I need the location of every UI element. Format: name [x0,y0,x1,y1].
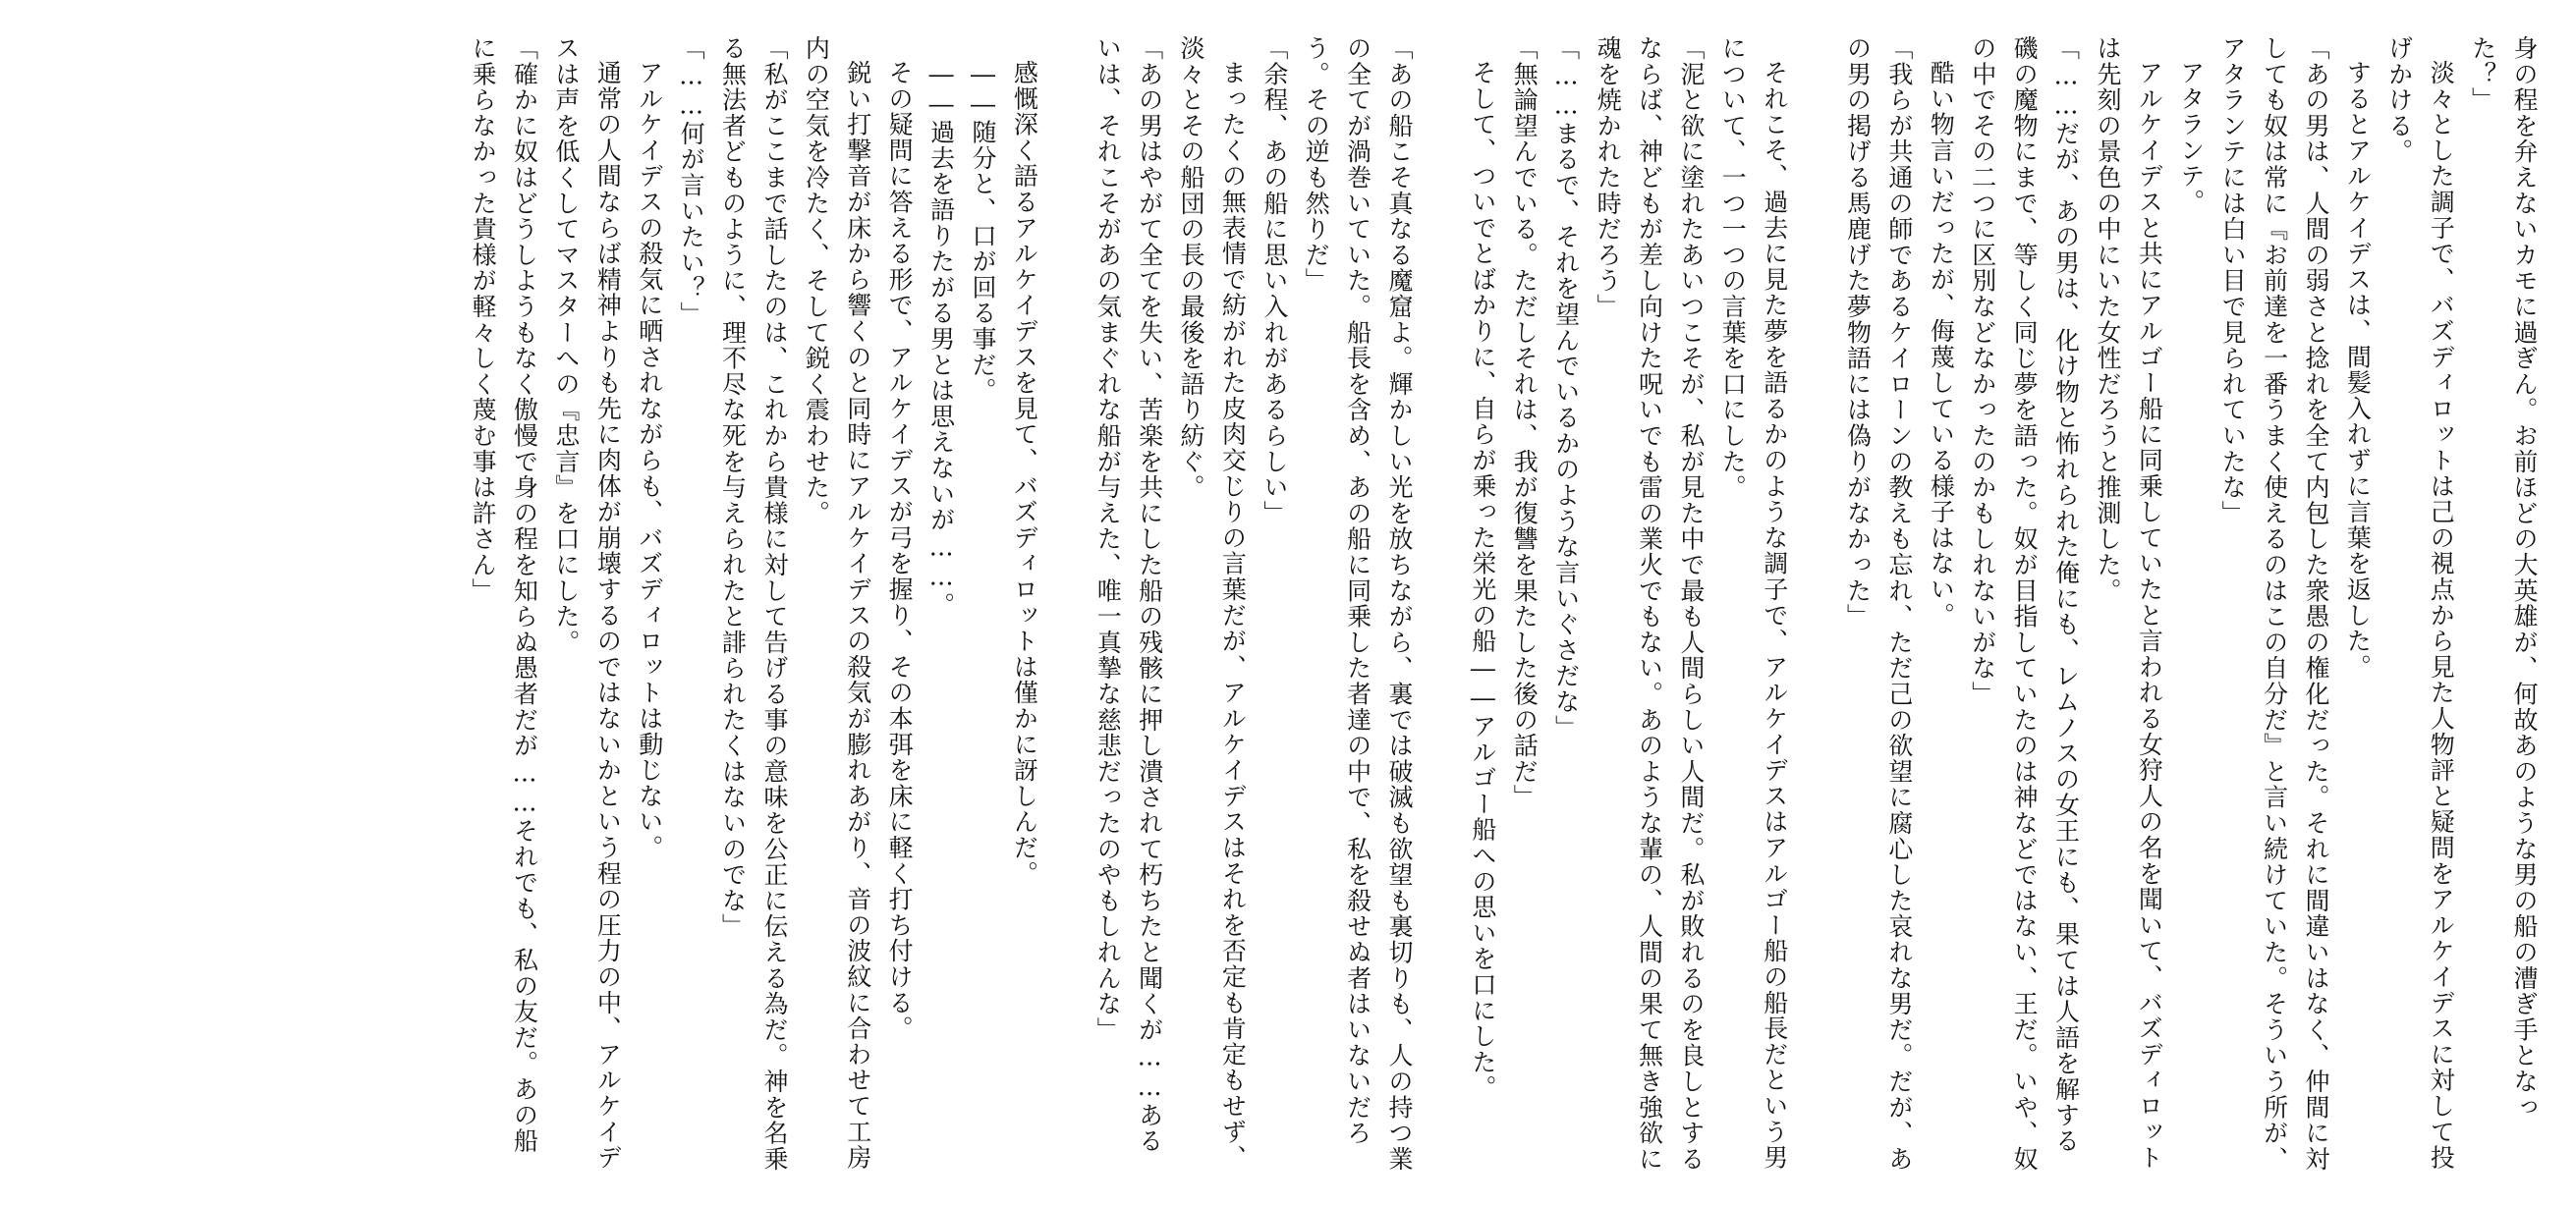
dialogue-paragraph: 「あの船こそ真なる魔窟よ。輝かしい光を放ちながら、裏では破滅も欲望も裏切りも、人の持つ業の全てが渦巻いていた。船長を含め、あの船に同乗した者達の中で、私を殺せぬ者はいないだろう。その逆も然りだ」 [1302,35,1415,1173]
paragraph: 酷い物言いだったが、侮蔑している様子はない。 [1927,60,1956,629]
dialogue-paragraph: 「無論望んでいる。ただしそれは、我が復讐を果たした後の話だ」 [1510,35,1540,810]
dialogue-paragraph: 「……何が言いたい？」 [677,35,706,328]
paragraph: 通常の人間ならば精神よりも先に肉体が崩壊するのではないかという程の圧力の中、アルケイデスは声を低くしてマスターへの『忠言』を口にした。 [551,35,623,1171]
dialogue-paragraph: 「あの男は、人間の弱さと捻れを全て内包した衆愚の権化だった。それに間違いはなく、仲間に対しても奴は常に『お前達を一番うまく使えるのはこの自分だ』と言い続けていた。そういう所が、アタランテには白い目で見られていたな」 [2218,35,2330,1173]
paragraph: アタランテ。 [2176,60,2206,215]
dialogue-paragraph: 「泥と欲に塗れたあいつこそが、私が見た中で最も人間らしい人間だ。私が敗れるのを良しとするならば、神どもが差し向けた呪いでも雷の業火でもない。あのような輩の、人間の果て無き強欲に魂を焼かれた時だろう」 [1594,35,1706,1173]
paragraph: 鋭い打撃音が床から響くのと同時にアルケイデスの殺気が膨れあがり、音の波紋に合わせて工房内の空気を冷たく、そして鋭く震わせた。 [802,35,872,1171]
paragraph: 淡々とした調子で、バズディロットは己の視点から見た人物評と疑問をアルケイデスに対して投げかける。 [2384,35,2456,1171]
paragraph: ――過去を語りたがる男とは思えないが……。 [926,60,956,619]
paragraph: アルケイデスの殺気に晒されながらも、バズディロットは動じない。 [635,60,664,861]
paragraph: アルケイデスと共にアルゴー船に同乗していたと言われる女狩人の名を聞いて、バズディロットは先刻の景色の中にいた女性だろうと推測した。 [2093,35,2164,1171]
paragraph: それこそ、過去に見た夢を語るかのような調子で、アルケイデスはアルゴー船の船長だという男について、一つ一つの言葉を口にした。 [1718,35,1789,1171]
dialogue-paragraph: 「あの男はやがて全てを失い、苦楽を共にした船の残骸に押し潰されて朽ちたと聞くが……あるいは、それこそがあの気まぐれな船が与えた、唯一真摯な慈悲だったのやもしれんな」 [1093,35,1164,1154]
dialogue-paragraph: 「確かに奴はどうしようもなく傲慢で身の程を知らぬ愚者だが……それでも、私の友だ。あの船に乗らなかった貴様が軽々しく蔑む事は許さん」 [469,35,539,1154]
paragraph: 身の程を弁えないカモに過ぎん。お前ほどの大英雄が、何故あのような男の船の漕ぎ手となった？」 [2468,35,2539,1121]
paragraph: まったくの無表情で紡がれた皮肉交じりの言葉だが、アルケイデスはそれを否定も肯定もせず、淡々とその船団の長の最後を語り紡ぐ。 [1177,35,1248,1171]
paragraph: するとアルケイデスは、間髪入れずに言葉を返した。 [2343,60,2373,681]
dialogue-paragraph: 「余程、あの船に思い入れがあるらしい」 [1260,35,1289,526]
dialogue-paragraph: 「……まるで、それを望んでいるかのような言いぐさだな」 [1551,35,1581,741]
paragraph: そして、ついでとばかりに、自らが乗った栄光の船――アルゴー船への思いを口にした。 [1468,60,1497,1101]
dialogue-paragraph: 「私がここまで話したのは、これから貴様に対して告げる事の意味を公正に伝える為だ。神を名乗る無法者どものように、理不尽な死を与えられたと誹られたくはないのでな」 [718,35,789,1173]
paragraph: その疑問に答える形で、アルケイデスが弓を握り、その本弭を床に軽く打ち付ける。 [885,60,915,1042]
paragraph: ――随分と、口が回る事だ。 [968,60,997,404]
paragraph: 感慨深く語るアルケイデスを見て、バズディロットは僅かに訝しんだ。 [1010,60,1039,887]
dialogue-paragraph: 「……だが、あの男は、化け物と怖れられた俺にも、レムノスの女王にも、果ては人語を解する磯の魔物にまで、等しく同じ夢を語った。奴が目指していたのは神などではない、王だ。いや、奴の中でその二つに区別などなかったのかもしれないがな」 [1968,35,2081,1173]
dialogue-paragraph: 「我らが共通の師であるケイローンの教えも忘れ、ただ己の欲望に腐心した哀れな男だ。だが、あの男の掲げる馬鹿げた夢物語には偽りがなかった」 [1843,35,1914,1173]
vertical-text-body [29,35,2545,1175]
